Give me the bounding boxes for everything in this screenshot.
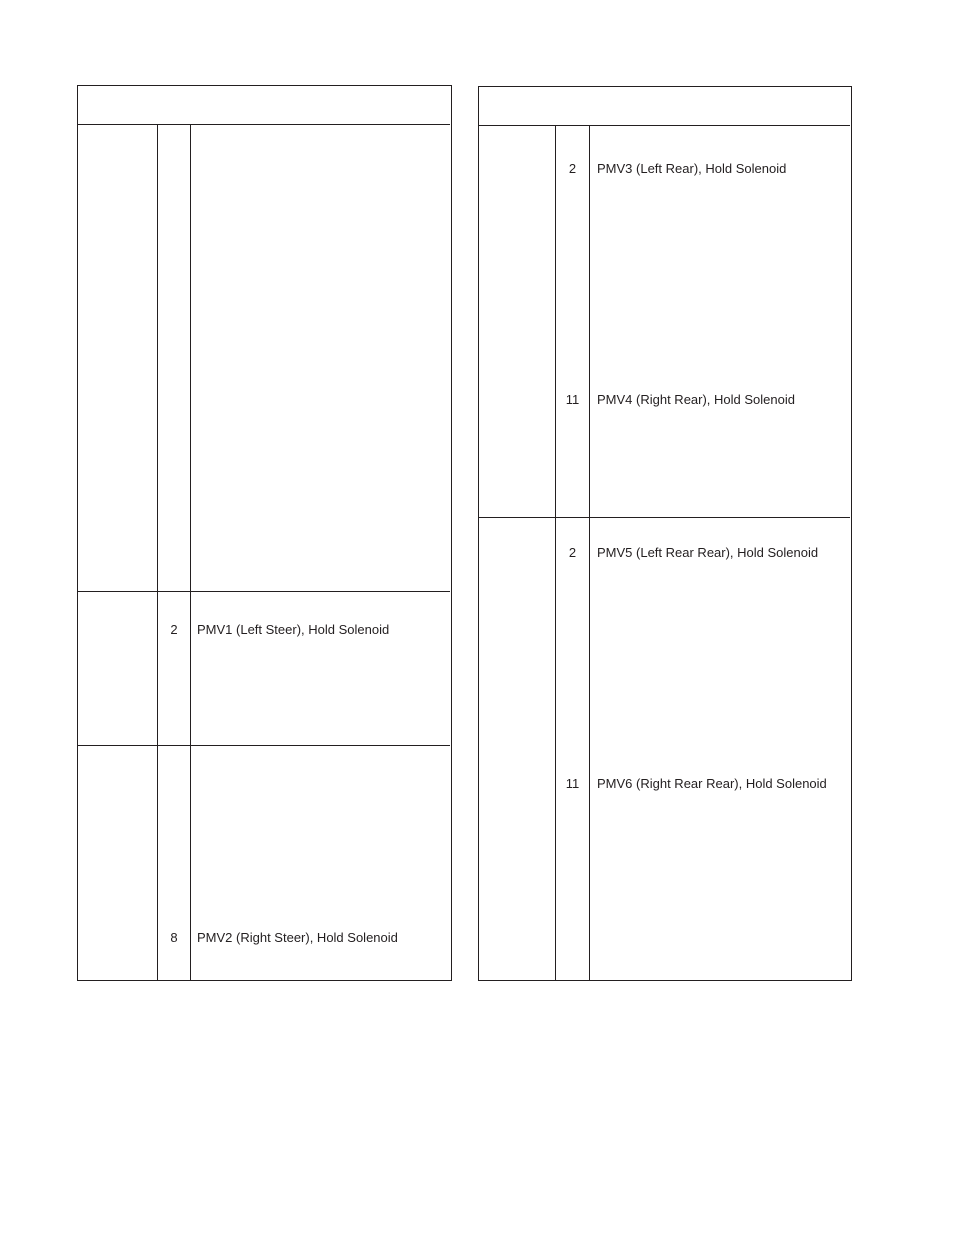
pin-description: PMV6 (Right Rear Rear), Hold Solenoid xyxy=(597,776,827,791)
header-divider xyxy=(78,124,450,125)
column-divider xyxy=(157,124,158,980)
pin-description: PMV2 (Right Steer), Hold Solenoid xyxy=(197,930,398,945)
pin-number: 2 xyxy=(568,161,577,176)
row-divider xyxy=(479,517,850,518)
column-divider xyxy=(589,125,590,980)
left-pinout-table xyxy=(77,85,452,981)
pin-number: 8 xyxy=(170,930,178,945)
header-divider xyxy=(479,125,850,126)
pin-description: PMV1 (Left Steer), Hold Solenoid xyxy=(197,622,390,637)
pin-number: 11 xyxy=(565,776,580,791)
right-pinout-table xyxy=(478,86,852,981)
column-divider xyxy=(190,124,191,980)
pin-description: PMV5 (Left Rear Rear), Hold Solenoid xyxy=(597,545,819,560)
row-divider xyxy=(78,591,450,592)
row-divider xyxy=(78,745,450,746)
pin-number: 11 xyxy=(565,392,580,407)
pin-description: PMV3 (Left Rear), Hold Solenoid xyxy=(597,161,787,176)
pin-description: PMV4 (Right Rear), Hold Solenoid xyxy=(597,392,795,407)
pin-number: 2 xyxy=(568,545,577,560)
pin-number: 2 xyxy=(170,622,178,637)
